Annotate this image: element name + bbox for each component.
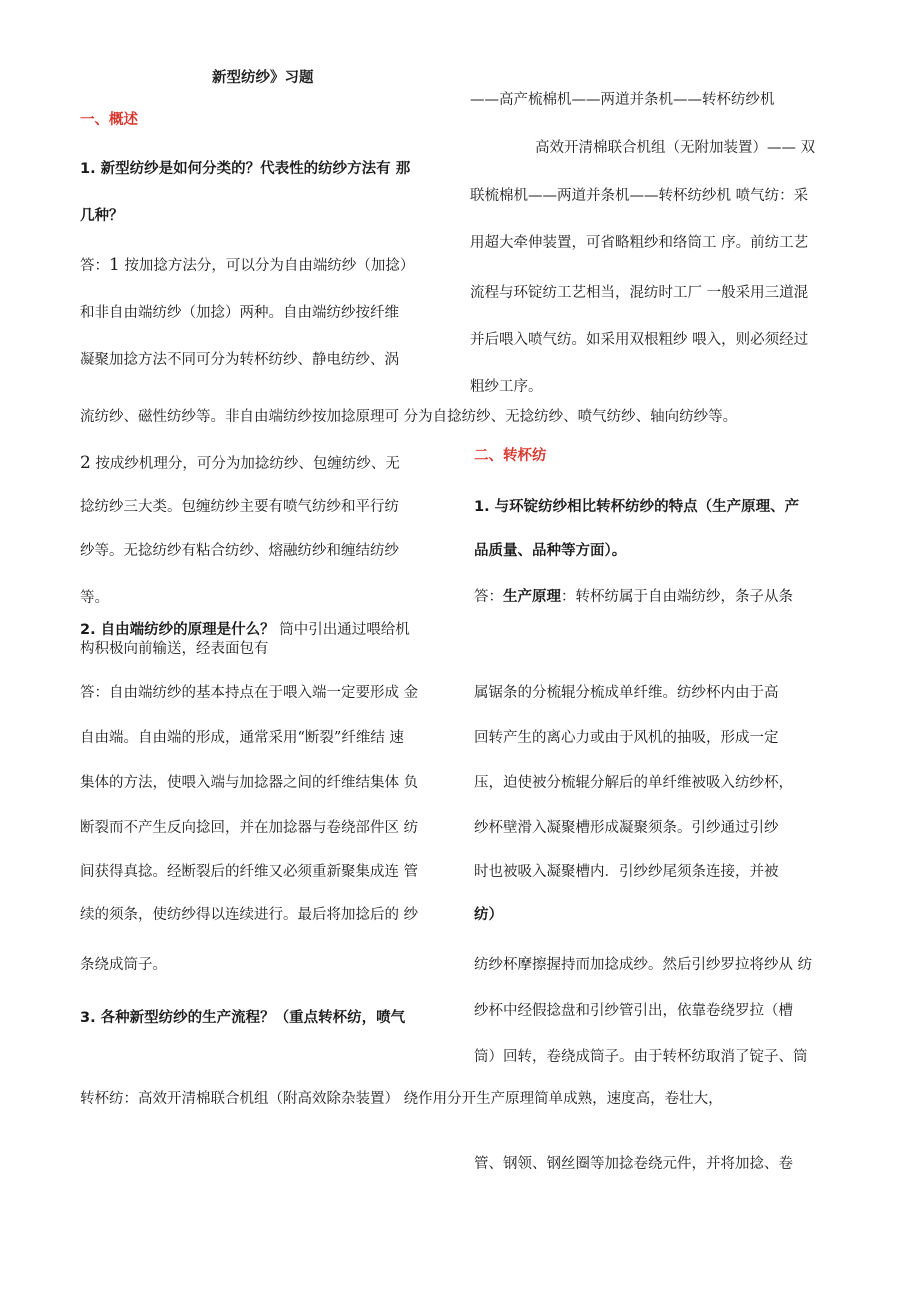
rotor-answer-line-8: 纺纱杯摩擦握持而加捻成纱。然后引纱罗拉将纱从 纺 — [474, 957, 813, 973]
flow-line-7: 粗纱工序。 — [470, 379, 543, 395]
rotor-question-1-line-1: 1. 与环锭纺纱相比转杯纺纱的特点（生产原理、产 — [474, 499, 800, 515]
answer-2-line-1: 答：自由端纺纱的基本持点在于喂入端一定要形成 金 — [80, 685, 419, 701]
rotor-answer-line-5: 纱杯壁滑入凝聚槽形成凝聚须条。引纱通过引纱 — [474, 820, 779, 836]
overflow-text: 筒中引出通过喂给机 — [274, 622, 410, 638]
page-title: 新型纺纱》习题 — [212, 70, 314, 86]
question-2-line-1 — [80, 620, 410, 640]
rotor-answer-line-11: 管、钢领、钢丝圈等加捻卷绕元件，并将加捻、卷 — [474, 1156, 793, 1172]
answer-1-line-8: 等。 — [80, 590, 109, 606]
answer-1-line-6: 捻纺纱三大类。包缠纺纱主要有喷气纺纱和平行纺 — [80, 499, 399, 515]
rotor-answer-line-6: 时也被吸入凝聚槽内．引纱纱尾须条连接，并被 — [474, 864, 779, 880]
answer-text: 按加捻方法分，可以分为自由端纺纱（加捻） — [119, 258, 415, 274]
answer-2-line-5: 间获得真捻。经断裂后的纤维又必须重新聚集成连 管 — [80, 864, 419, 880]
flow-line-6: 并后喂入喷气纺。如采用双根粗纱 喂入，则必须经过 — [470, 332, 809, 348]
question-2-text: 2. 自由端纺纱的原理是什么？ — [80, 622, 275, 638]
section-heading-overview: 一、概述 — [80, 112, 138, 128]
answer-2-line-2: 自由端。自由端的形成，通常采用“断裂”纤维结 速 — [80, 730, 404, 746]
answer-prefix: 答： — [474, 589, 503, 605]
rotor-answer-line-10: 筒）回转，卷绕成筒子。由于转杯纺取消了锭子、筒 — [474, 1049, 808, 1065]
rotor-spinning-flow-line: 转杯纺：高效开清棉联合机组（附高效除杂装置） 绕作用分开生产原理简单成熟，速度高，卷壮大， — [80, 1091, 723, 1107]
answer-1-line-3: 凝聚加捻方法不同可分为转杯纺纱、静电纺纱、涡 — [80, 352, 399, 368]
answer-label: 生产原理 — [503, 589, 561, 605]
answer-1-line-2: 和非自由端纺纱（加捻）两种。自由端纺纱按纤维 — [80, 305, 399, 321]
flow-line-3: 联梳棉机——两道并条机——转杯纺纱机 喷气纺：采 — [470, 188, 809, 204]
answer-prefix: 答： — [80, 258, 109, 274]
question-1-line-2: 几种？ — [80, 208, 124, 224]
flow-line-5: 流程与环锭纺工艺相当，混纺时工厂 一般采用三道混 — [470, 285, 809, 301]
rotor-answer-line-1 — [474, 587, 793, 607]
rotor-question-1-line-2: 品质量、品种等方面）。 — [474, 543, 627, 559]
rotor-answer-line-4: 压，迫使被分梳辊分解后的单纤维被吸入纺纱杯， — [474, 775, 793, 791]
section-heading-rotor-spinning: 二、转杯纺 — [474, 448, 547, 464]
flow-line-1: ——高产梳棉机——两道并条机——转杯纺纱机 — [470, 92, 775, 108]
answer-1-line-1 — [80, 255, 414, 276]
flow-line-2: 高效开清棉联合机组（无附加装置）—— 双 — [535, 140, 816, 156]
answer-text: ：转杯纺属于自由端纺纱，条子从条 — [561, 589, 793, 605]
list-number: 2 — [80, 453, 91, 473]
answer-2-line-3: 集体的方法，使喂入端与加捻器之间的纤维结集体 负 — [80, 775, 419, 791]
rotor-answer-line-7: 纺） — [474, 907, 503, 923]
rotor-answer-line-3: 回转产生的离心力或由于风机的抽吸，形成一定 — [474, 730, 779, 746]
flow-line-4: 用超大牵伸装置，可省略粗纱和络筒工 序。前纺工艺 — [470, 235, 809, 251]
overflow-text-line: 构积极向前输送，经表面包有 — [80, 641, 269, 657]
rotor-answer-line-2: 属锯条的分梳辊分梳成单纤维。纺纱杯内由于高 — [474, 685, 779, 701]
answer-2-line-6: 续的须条，使纺纱得以连续进行。最后将加捻后的 纱 — [80, 907, 419, 923]
answer-text: 按成纱机理分，可分为加捻纺纱、包缠纺纱、无 — [90, 456, 400, 472]
question-1-line-1: 1. 新型纺纱是如何分类的？代表性的纺纱方法有 那 — [80, 161, 411, 177]
answer-1-line-4-full-width: 流纺纱、磁性纺纱等。非自由端纺纱按加捻原理可 分为自捻纺纱、无捻纺纱、喷气纺纱、轴向纺纱等。 — [80, 409, 738, 425]
answer-1-line-7: 纱等。无捻纺纱有粘合纺纱、熔融纺纱和缠结纺纱 — [80, 543, 399, 559]
list-number: 1 — [109, 255, 120, 275]
answer-2-line-4: 断裂而不产生反向捻回，并在加捻器与卷绕部件区 纺 — [80, 820, 419, 836]
question-3-line-1: 3. 各种新型纺纱的生产流程？（重点转杯纺，喷气 — [80, 1010, 406, 1026]
answer-1-line-5 — [80, 453, 400, 474]
answer-2-line-7: 条绕成筒子。 — [80, 957, 167, 973]
rotor-answer-line-9: 纱杯中经假捻盘和引纱管引出，依靠卷绕罗拉（槽 — [474, 1003, 793, 1019]
